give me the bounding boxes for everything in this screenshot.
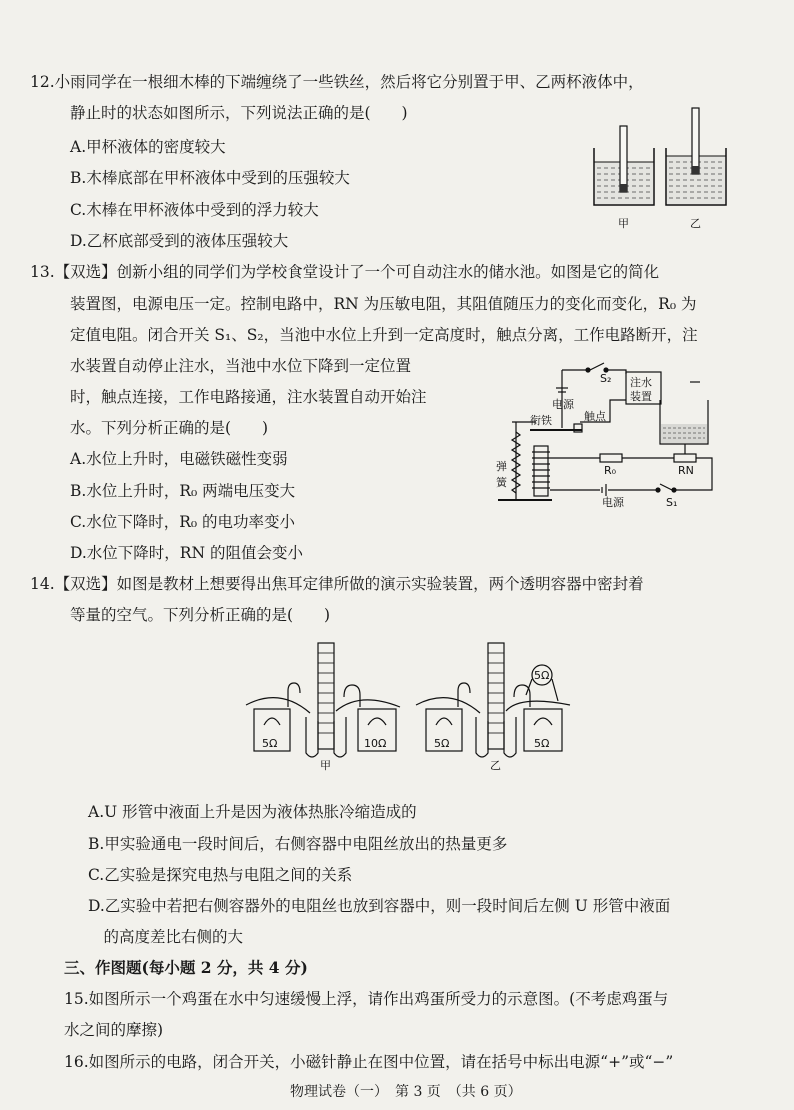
label-r0: R₀ [604, 464, 617, 477]
q15-line2: 水之间的摩擦) [64, 1021, 164, 1039]
q12-beakers-figure [588, 100, 738, 235]
q13-line2: 装置图，电源电压一定。控制电路中，RN 为压敏电阻，其阻值随压力的变化而变化，R₀ 为 [70, 295, 697, 313]
q13-line3: 定值电阻。闭合开关 S₁、S₂，当池中水位上升到一定高度时，触点分离，工作电路断开，注 [70, 326, 698, 344]
yi-r2-label: 5Ω [534, 737, 550, 750]
jia-r1-label: 5Ω [262, 737, 278, 750]
q13-option-d: D.水位下降时，RN 的阻值会变小 [70, 544, 303, 562]
label-power-top: 电源 [552, 398, 574, 411]
page-footer: 物理试卷（一） 第 3 页 （共 6 页） [290, 1084, 522, 1100]
q12-option-a: A.甲杯液体的密度较大 [70, 138, 226, 156]
q12-stem-line2: 静止时的状态如图所示，下列说法正确的是( ) [70, 104, 408, 122]
label-jia: 甲 [618, 217, 629, 230]
jia-label: 甲 [320, 759, 331, 772]
q14-option-d: D.乙实验中若把右侧容器外的电阻丝也放到容器中，则一段时间后左侧 U 形管中液面 [88, 897, 671, 915]
q16-line1: 16.如图所示的电路，闭合开关，小磁针静止在图中位置，请在括号中标出电源“+”或“−” [64, 1053, 674, 1071]
label-armature: 衔铁 [530, 414, 552, 427]
label-yi: 乙 [690, 217, 701, 230]
label-spring-2: 簧 [496, 476, 507, 489]
q15-line1: 15.如图所示一个鸡蛋在水中匀速缓慢上浮，请作出鸡蛋所受力的示意图。(不考虑鸡蛋与 [64, 990, 669, 1008]
q13-option-b: B.水位上升时，R₀ 两端电压变大 [70, 482, 296, 500]
q14-option-c: C.乙实验是探究电热与电阻之间的关系 [88, 866, 353, 884]
q12-option-c: C.木棒在甲杯液体中受到的浮力较大 [70, 201, 319, 219]
yi-r3-label: 5Ω [534, 669, 550, 682]
q12-stem-line1: 12.小雨同学在一根细木棒的下端缠绕了一些铁丝，然后将它分别置于甲、乙两杯液体中， [30, 73, 644, 91]
q13-option-c: C.水位下降时，R₀ 的电功率变小 [70, 513, 296, 531]
jia-r2-label: 10Ω [364, 737, 387, 750]
q14-stem-line1: 14.【双选】如图是教材上想要得出焦耳定律所做的演示实验装置，两个透明容器中密封着 [30, 575, 644, 593]
q13-line5: 时，触点连接，工作电路接通，注水装置自动开始注 [70, 388, 427, 406]
q14-option-d-cont: 的高度差比右侧的大 [88, 928, 244, 946]
label-power-bottom: 电源 [602, 496, 624, 509]
label-contact: 触点 [584, 410, 606, 423]
label-injector-2: 装置 [630, 390, 652, 403]
label-spring-1: 弹 [496, 460, 507, 473]
q14-option-b: B.甲实验通电一段时间后，右侧容器中电阻丝放出的热量更多 [88, 835, 508, 853]
q14-joule-figure [240, 635, 580, 773]
yi-r1-label: 5Ω [434, 737, 450, 750]
q14-option-a: A.U 形管中液面上升是因为液体热胀冷缩造成的 [88, 803, 417, 821]
q13-line4: 水装置自动停止注水，当池中水位下降到一定位置 [70, 357, 412, 375]
beaker-jia [594, 126, 654, 205]
label-s1: S₁ [666, 496, 678, 509]
label-rn: RN [678, 464, 694, 477]
label-injector-1: 注水 [630, 376, 652, 389]
q12-option-d: D.乙杯底部受到的液体压强较大 [70, 232, 289, 250]
beaker-yi [666, 108, 726, 205]
q13-line1: 13.【双选】创新小组的同学们为学校食堂设计了一个可自动注水的储水池。如图是它的简化 [30, 263, 660, 281]
label-s2: S₂ [600, 372, 612, 385]
section3-title: 三、作图题(每小题 2 分，共 4 分) [64, 958, 308, 977]
q13-option-a: A.水位上升时，电磁铁磁性变弱 [70, 450, 288, 468]
yi-label: 乙 [490, 759, 501, 772]
q13-circuit-figure [490, 360, 730, 510]
q13-line6: 水。下列分析正确的是( ) [70, 419, 269, 437]
q12-option-b: B.木棒底部在甲杯液体中受到的压强较大 [70, 169, 350, 187]
q14-stem-line2: 等量的空气。下列分析正确的是( ) [70, 606, 331, 624]
